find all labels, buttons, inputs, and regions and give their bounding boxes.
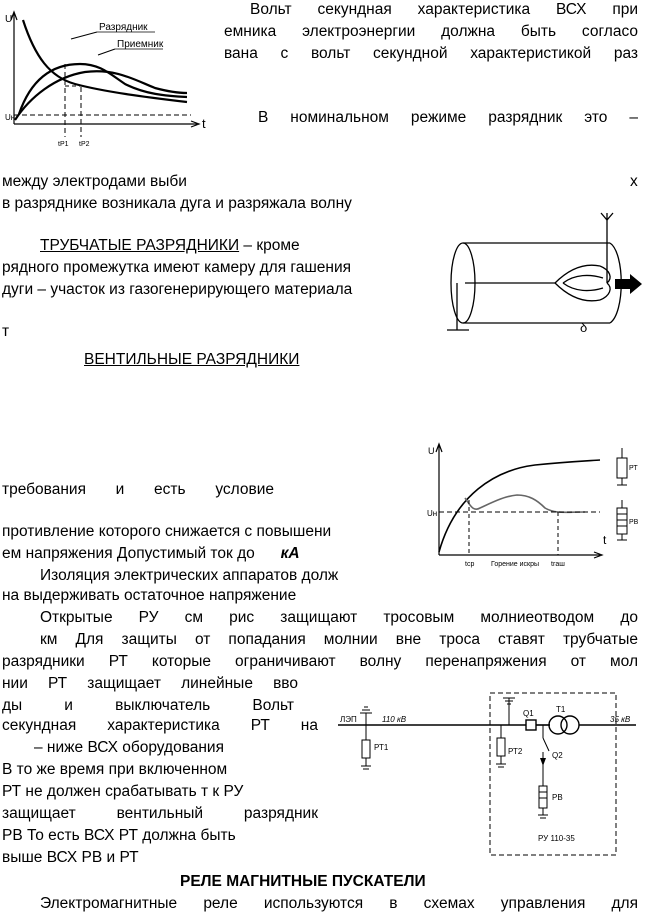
fig3-middle-label: Горение искры	[491, 561, 540, 568]
valve-title: ВЕНТИЛЬНЫЕ РАЗРЯДНИКИ	[84, 351, 300, 368]
fig4-rv-label: РВ	[552, 793, 563, 802]
vsh-chart-figure	[5, 2, 215, 152]
text-line: В номинальном режиме разрядник это –	[258, 109, 638, 126]
text-line: в разряднике возникала дуга и разряжала волну	[2, 195, 352, 212]
relay-title: РЕЛЕ МАГНИТНЫЕ ПУСКАТЕЛИ	[180, 873, 426, 890]
tube-title-rest: – кроме	[239, 237, 300, 254]
text-line: ды и выключатель Вольт	[2, 697, 294, 714]
fig4-rt2-label: РТ2	[508, 747, 523, 756]
fig4-rt1-label: РТ1	[374, 743, 389, 752]
text-line: РВ То есть ВСХ РТ должна быть	[2, 827, 236, 844]
fig4-t1-label: Т1	[556, 705, 566, 714]
text-line: км Для защиты от попадания молнии вне троса ставят трубчатые	[40, 631, 638, 648]
text-line: т	[2, 323, 10, 340]
arrow-icon	[615, 274, 642, 294]
breaker-q1-icon	[526, 720, 536, 730]
text-line: рядного промежутка имеют камеру для гашения	[2, 259, 352, 276]
fig4-110-label: 110 кВ	[382, 715, 407, 724]
text-line: – ниже ВСХ оборудования	[34, 739, 224, 756]
fig3-level-label: Uн	[427, 509, 438, 518]
fig3-rv-label: РВ	[629, 519, 639, 526]
text-line: на выдерживать остаточное напряжение	[2, 587, 297, 604]
current-unit: кА	[280, 545, 300, 562]
fig3-rt-label: РТ	[629, 465, 638, 472]
text-line: секундная характеристика РТ на	[2, 717, 318, 734]
fig4-lep-label: ЛЭП	[340, 715, 357, 724]
text-line: вана с вольт секундной характеристикой раз	[224, 45, 638, 62]
fig1-y-label: U	[5, 14, 13, 25]
fig3-y-label: U	[428, 446, 435, 456]
text-line: противление которого снижается с повышени	[2, 523, 332, 540]
arrester-curve	[465, 495, 585, 512]
text-line: Изоляция электрических аппаратов долж	[40, 567, 339, 584]
fig3-t1-label: tср	[465, 561, 475, 568]
text-line: Открытые РУ см рис защищают тросовым молниеотводом до	[40, 609, 638, 626]
text-line	[2, 544, 300, 564]
switchgear-diagram	[338, 688, 638, 863]
tube-arrester-figure	[445, 208, 645, 338]
text-line: В то же время при включенном	[2, 761, 228, 778]
fig4-35-label: 35 кВ	[610, 715, 631, 724]
text-line: Электромагнитные реле используются в схемах управления для	[40, 895, 638, 912]
fig1-t2-label: tP2	[79, 141, 90, 148]
fig4-ru-label: РУ 110-35	[538, 834, 575, 843]
text-line: дуги – участок из газогенерирующего материала	[2, 281, 353, 298]
text-segment: ем напряжения Допустимый ток до	[2, 545, 255, 562]
text-line: х	[630, 173, 638, 190]
tube-title: ТРУБЧАТЫЕ РАЗРЯДНИКИ	[40, 237, 240, 254]
tube-heading	[40, 236, 300, 256]
tube-gap-label: δ	[580, 320, 588, 335]
fig1-label-priemnik: Приемник	[117, 39, 164, 50]
valve-chart-figure	[425, 440, 640, 575]
text-line: защищает вентильный разрядник	[2, 805, 318, 822]
fig1-level-label: Uн	[5, 113, 16, 122]
fig1-label-razryadnik: Разрядник	[99, 22, 148, 33]
text-line: выше ВСХ РВ и РТ	[2, 849, 139, 866]
arrow-icon	[540, 758, 546, 766]
text-line: разрядники РТ которые ограничивают волну перенапряжения от мол	[2, 653, 638, 670]
fig3-x-label: t	[603, 533, 607, 547]
fig1-t1-label: tP1	[58, 141, 69, 148]
text-line: Вольт секундная характеристика ВСХ при	[250, 1, 638, 18]
text-line: между электродами выби	[2, 173, 187, 190]
text-line: требования и есть условие	[2, 481, 274, 498]
text-line: РТ не должен срабатывать т к РУ	[2, 783, 244, 800]
text-line: нии РТ защищает линейные вво	[2, 675, 298, 692]
text-line: емника электроэнергии должна быть согласо	[224, 23, 638, 40]
fig1-x-label: t	[202, 116, 206, 131]
insulation-curve	[439, 460, 600, 552]
fig4-q1-label: Q1	[523, 709, 534, 718]
fig4-q2-label: Q2	[552, 751, 563, 760]
fig3-t2-label: tгаш	[551, 561, 565, 568]
